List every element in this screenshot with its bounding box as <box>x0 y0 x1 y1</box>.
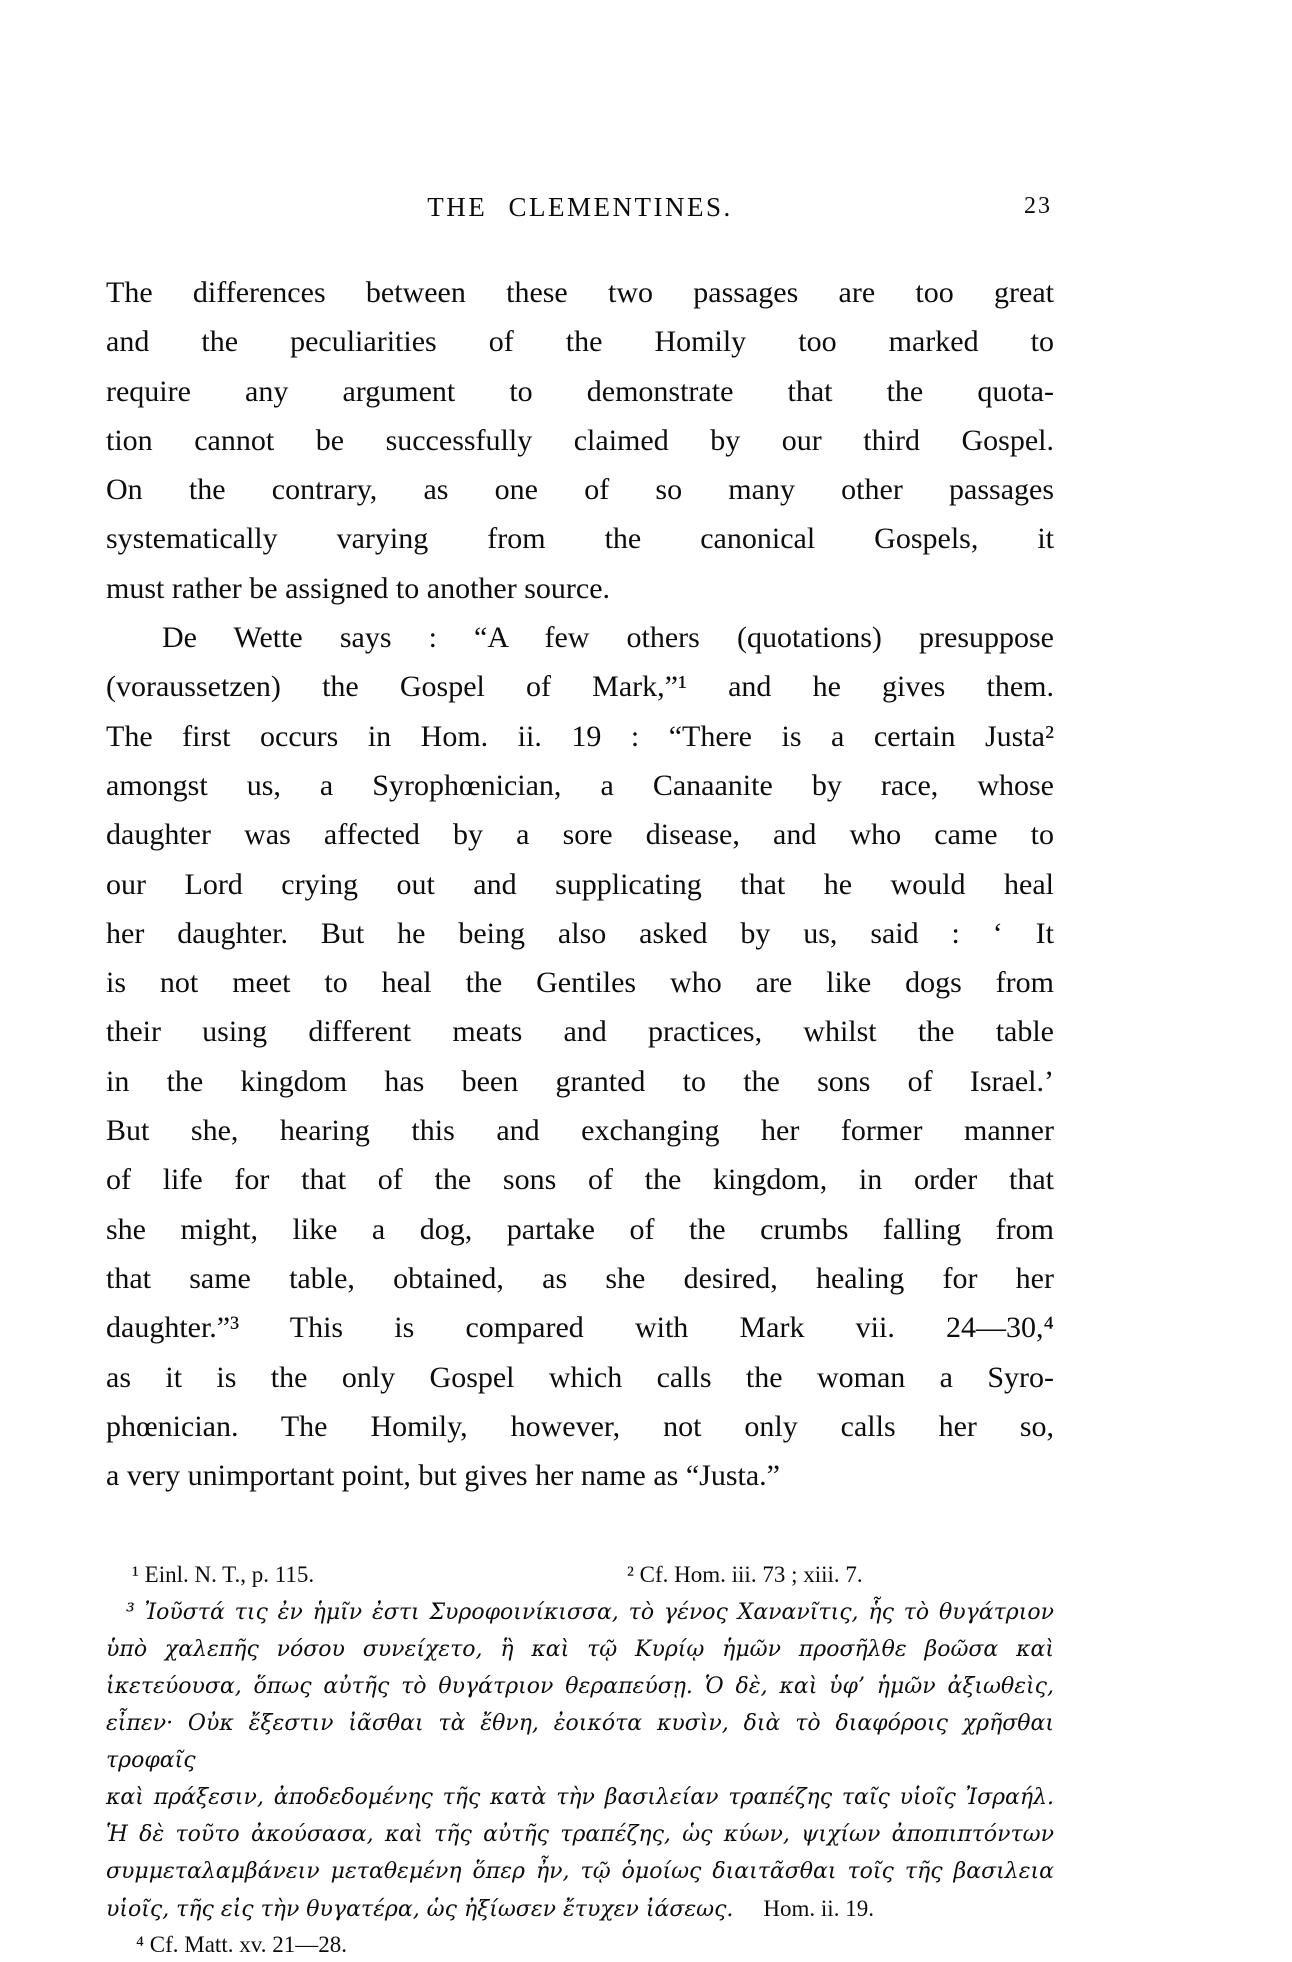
footnote-3-greek-end: υἱοῖς, τῆς εἰς τὴν θυγατέρα, ὡς ἠξίωσεν ἔτυχεν ἰάσεως. <box>106 1897 734 1922</box>
text-line: as it is the only Gospel which calls the woman a Syro- <box>106 1360 1054 1394</box>
footnote-4: ⁴ Cf. Matt. xv. 21—28. <box>136 1932 347 1957</box>
text-line: amongst us, a Syrophœnician, a Canaanite by race, whose <box>106 768 1054 802</box>
footnote-3-line: ³ Ἰοῦστά τις ἐν ἡμῖν ἐστι Συροφοινίκισσα, τὸ γένος Χανανῖτις, ἧς τὸ θυγάτριον <box>126 1600 1054 1625</box>
text-line: a very unimportant point, but gives her name as “Justa.” <box>106 1459 780 1493</box>
footnote-row <box>106 1556 1054 1594</box>
text-line: she might, like a dog, partake of the crumbs falling from <box>106 1212 1054 1246</box>
text-line: The first occurs in Hom. ii. 19 : “There is a certain Justa² <box>106 719 1054 753</box>
page-title: THE CLEMENTINES. <box>427 192 733 222</box>
text-line: daughter was affected by a sore disease, and who came to <box>106 818 1054 852</box>
paragraph <box>106 268 1054 613</box>
paragraph <box>106 613 1054 1500</box>
running-head <box>106 192 1054 226</box>
text-line: daughter.”³ This is compared with Mark vii. 24—30,⁴ <box>106 1311 1054 1345</box>
footnote-3-line <box>106 1890 1054 1928</box>
text-line: On the contrary, as one of so many other passages <box>106 473 1054 507</box>
text-line: De Wette says : “A few others (quotations) presuppose <box>162 621 1054 655</box>
footnote-3-line: εἶπεν· Οὐκ ἔξεστιν ἰᾶσθαι τὰ ἔθνη, ἐοικότα κυσὶν, διὰ τὸ διαφόροις χρῆσθαι τροφαῖς <box>106 1711 1054 1773</box>
footnote-3-line: καὶ πράξεσιν, ἀποδεδομένης τῆς κατὰ τὴν βασιλείαν τραπέζης ταῖς υἱοῖς Ἰσραήλ. <box>106 1785 1054 1810</box>
text-line: their using different meats and practices, whilst the table <box>106 1015 1054 1049</box>
text-line: her daughter. But he being also asked by us, said : ‘ It <box>106 916 1054 950</box>
footnote-3-line: συμμεταλαμβάνειν μεταθεμένη ὅπερ ἦν, τῷ ὁμοίως διαιτᾶσθαι τοῖς τῆς βασιλεια <box>106 1859 1054 1884</box>
text-line: (voraussetzen) the Gospel of Mark,”¹ and he gives them. <box>106 670 1054 704</box>
text-line: in the kingdom has been granted to the sons of Israel.’ <box>106 1064 1054 1098</box>
footnote-2: ² Cf. Hom. iii. 73 ; xiii. 7. <box>627 1562 863 1587</box>
text-line: and the peculiarities of the Homily too marked to <box>106 325 1054 359</box>
text-line: tion cannot be successfully claimed by our third Gospel. <box>106 423 1054 457</box>
text-line: But she, hearing this and exchanging her former manner <box>106 1114 1054 1148</box>
text-line: is not meet to heal the Gentiles who are like dogs from <box>106 966 1054 1000</box>
text-line: systematically varying from the canonical Gospels, it <box>106 522 1054 556</box>
footnotes <box>106 1556 1054 1962</box>
text-line: of life for that of the sons of the kingdom, in order that <box>106 1163 1054 1197</box>
text-line: phœnician. The Homily, however, not only calls her so, <box>106 1409 1054 1443</box>
footnote-3-line: ὑπὸ χαλεπῆς νόσου συνείχετο, ἣ καὶ τῷ Κυρίῳ ἡμῶν προσῆλθε βοῶσα καὶ <box>106 1637 1054 1662</box>
page-number: 23 <box>1024 193 1052 219</box>
footnote-3-line: Ἡ δὲ τοῦτο ἀκούσασα, καὶ τῆς αὐτῆς τραπέζης, ὡς κύων, ψιχίων ἀποπιπτόντων <box>106 1822 1054 1847</box>
text-line: require any argument to demonstrate that the quota- <box>106 374 1054 408</box>
text-line: that same table, obtained, as she desired, healing for her <box>106 1261 1054 1295</box>
footnote-3-source: Hom. ii. 19. <box>763 1896 874 1921</box>
text-line: our Lord crying out and supplicating that he would heal <box>106 867 1054 901</box>
footnote-3-line: ἱκετεύουσα, ὅπως αὐτῆς τὸ θυγάτριον θεραπεύσῃ. Ὁ δὲ, καὶ ὑφ’ ἡμῶν ἀξιωθεὶς, <box>106 1674 1054 1699</box>
text-line: The differences between these two passages are too great <box>106 276 1054 309</box>
footnote-1: ¹ Einl. N. T., p. 115. <box>132 1562 315 1587</box>
text-line: must rather be assigned to another source. <box>106 571 611 605</box>
body-text <box>106 268 1054 1500</box>
